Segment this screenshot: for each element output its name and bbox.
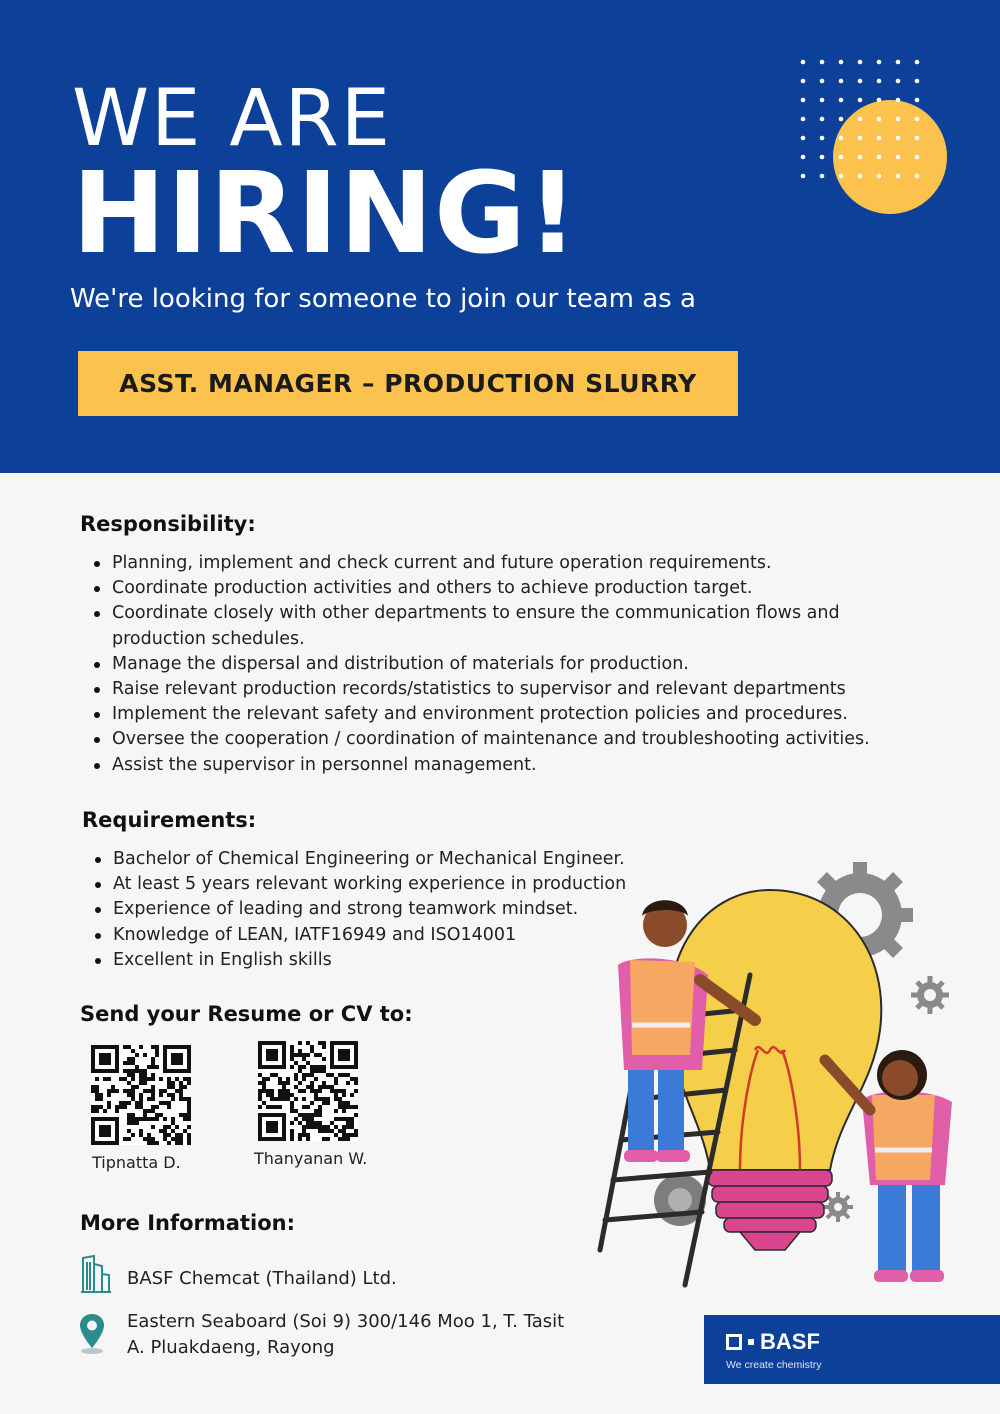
list-item: Oversee the cooperation / coordination of maintenance and troubleshooting activities. (90, 727, 930, 752)
headline-subtitle: We're looking for someone to join our team as a (70, 284, 696, 314)
qr-code-tipnatta[interactable] (91, 1045, 191, 1145)
company-name: BASF Chemcat (Thailand) Ltd. (127, 1268, 397, 1289)
qr-label-tipnatta: Tipnatta D. (92, 1153, 181, 1172)
list-item: Planning, implement and check current and future operation requirements. (90, 551, 930, 576)
basf-logo (704, 1315, 1000, 1384)
more-info-heading: More Information: (80, 1211, 295, 1235)
basf-wordmark: BASF (726, 1329, 1000, 1355)
lightbulb-team-illustration (590, 850, 990, 1290)
basf-tagline: We create chemistry (726, 1359, 822, 1371)
position-banner (78, 351, 738, 416)
address-line2: A. Pluakdaeng, Rayong (127, 1337, 335, 1358)
list-item: Coordinate closely with other departments to ensure the communication flows and production schedules. (90, 601, 930, 651)
headline-line2: HIRING! (72, 149, 580, 279)
list-item: Raise relevant production records/statistics to supervisor and relevant departments (90, 677, 930, 702)
list-item: Excellent in English skills (91, 948, 691, 973)
send-cv-heading: Send your Resume or CV to: (80, 1002, 413, 1026)
responsibility-list (90, 551, 930, 778)
qr-code-thanyanan[interactable] (258, 1041, 358, 1141)
list-item: Manage the dispersal and distribution of materials for production. (90, 652, 930, 677)
list-item: Assist the supervisor in personnel management. (90, 753, 930, 778)
list-item: At least 5 years relevant working experience in production (91, 872, 691, 897)
location-pin-icon (78, 1312, 106, 1356)
list-item: Implement the relevant safety and environment protection policies and procedures. (90, 702, 930, 727)
list-item: Knowledge of LEAN, IATF16949 and ISO14001 (91, 923, 691, 948)
responsibility-heading: Responsibility: (80, 512, 256, 536)
position-title: ASST. MANAGER – PRODUCTION SLURRY (119, 369, 697, 398)
qr-label-thanyanan: Thanyanan W. (254, 1149, 368, 1168)
address-line1: Eastern Seaboard (Soi 9) 300/146 Moo 1, T. Tasit (127, 1311, 565, 1332)
list-item: Bachelor of Chemical Engineering or Mechanical Engineer. (91, 847, 691, 872)
list-item: Coordinate production activities and others to achieve production target. (90, 576, 930, 601)
headline-line1: WE ARE (72, 74, 393, 164)
building-icon (80, 1254, 112, 1294)
dots-circle-decoration (790, 50, 960, 230)
hero-banner (0, 0, 1000, 473)
requirements-heading: Requirements: (82, 808, 257, 832)
list-item: Experience of leading and strong teamwork mindset. (91, 897, 691, 922)
